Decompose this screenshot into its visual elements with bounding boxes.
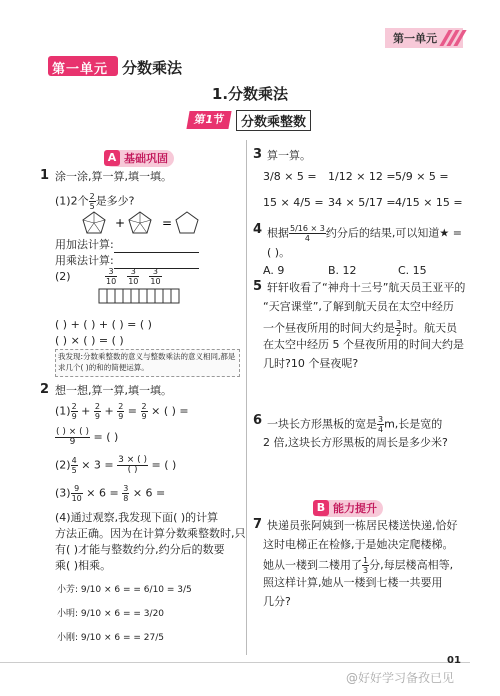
fraction: $\frac{2}{5}$ [89,192,95,211]
q2-r4a: (4)通过观察,我发现下面( )的计算 [55,511,219,524]
q2-r4d: 乘( )相乘。 [55,559,112,572]
q1-fill2: ( ) × ( ) = ( ) [55,334,124,347]
watermark: @好好学习备孜已见 [346,671,455,685]
q1-fill1: ( ) + ( ) + ( ) = ( ) [55,318,152,331]
q2-r2: (2) $\frac{4}{5}$ × 3 = $\frac{3 \times ( )}{( )}$ = ( ) [55,455,177,475]
q4-blank: ( )。 [267,246,291,259]
q3-text: 算一算。 [267,149,311,162]
q7-line: 照这样计算,她从一楼到七楼一共要用 [263,576,443,589]
q2-r3: (3) $\frac{9}{10}$ × 6 = $\frac{3}{8}$ × 6 = [55,484,166,503]
q3-cell: 5/9 × 5 = [395,170,449,183]
q2-text: 想一想,算一算,填一填。 [55,384,172,397]
header-unit: 第一单元 [393,32,437,45]
section-name: 分数乘整数 [236,110,311,131]
q6-line: 2 倍,这块长方形黑板的周长是多少米? [263,436,448,449]
q1-s2: (2) [55,270,71,283]
part-a-letter: A [104,150,120,166]
section-badge: 第1节 [186,111,231,129]
q3-cell: 1/12 × 12 = [328,170,396,183]
footer-line [0,662,470,663]
q4-text: 根据 $\frac{5/16 \times 3}{4}$ 约分后的结果,可以知道★ = [267,224,462,243]
tenths-bar [98,288,180,304]
q6-line: 一块长方形黑板的宽是 $\frac{3}{4}$ m,长是宽的 [267,415,443,434]
q2-person-2: 小明: 9/10 × 6 = = 3/20 [57,609,165,619]
q5-line: 一个昼夜所用的时间大约是 $\frac{3}{2}$ 时。航天员 [263,319,458,338]
q5-line: 在太空中经历 5 个昼夜所用的时间大约是 [263,338,464,351]
q1-add-line: 用加法计算: [55,238,199,253]
q2-r1b: $\frac{( ) \times ( )}{9}$ = ( ) [56,427,119,447]
column-divider [246,140,247,655]
q2-r4b: 方法正确。因为在计算分数乘整数时,只 [55,527,246,540]
q4-option-c: C. 15 [398,264,427,277]
q2-r1: (1) $\frac{2}{9}$ + $\frac{2}{9}$ + $\frac{2}{9}$ = $\frac{2}{9}$ × ( ) = [55,402,189,421]
q3-cell: 34 × 5/17 = [328,196,396,209]
q1-number: 1 [40,168,50,183]
q7-line: 这时电梯正在检修,于是她决定爬楼梯。 [263,538,454,551]
part-a-label: 基础巩固 [124,152,168,165]
q4-option-a: A. 9 [263,264,285,277]
q1-tip: 我发现:分数乘整数的意义与整数乘法的意义相同,都是求几个( )的和的简便运算。 [58,352,236,372]
svg-text:=: = [162,216,173,230]
pentagon-figures [82,210,212,236]
q2-person-1: 小芳: 9/10 × 6 = = 6/10 = 3/5 [57,585,192,595]
q7-line: 她从一楼到二楼用了 $\frac{1}{3}$ 分,每层楼高相等, [263,556,454,575]
part-b-letter: B [313,500,329,516]
q7-number: 7 [253,517,263,532]
q5-line: 几时?10 个昼夜呢? [263,357,359,370]
q5-number: 5 [253,279,263,294]
unit-name: 分数乘法 [122,59,183,77]
part-b-label: 能力提升 [333,502,377,515]
q3-cell: 4/15 × 15 = [395,196,463,209]
q2-person-3: 小刚: 9/10 × 6 = = 27/5 [57,633,165,643]
q5-line: “天宫课堂”,了解到航天员在太空中经历 [263,300,454,313]
q4-option-b: B. 12 [328,264,357,277]
q3-number: 3 [253,147,263,162]
q3-cell: 15 × 4/5 = [263,196,324,209]
q7-line: 几分? [263,595,291,608]
q6-number: 6 [253,413,263,428]
svg-text:+: + [115,216,126,230]
q4-number: 4 [253,222,263,237]
q3-cell: 3/8 × 5 = [263,170,317,183]
q5-line: 轩轩收看了“神舟十三号”航天员王亚平的 [267,281,466,294]
q1-text: 涂一涂,算一算,填一填。 [55,170,172,183]
q1-s1: (1)2个 $\frac{2}{5}$ 是多少? [55,192,135,211]
q7-line: 快递员张阿姨到一栋居民楼送快递,恰好 [267,519,458,532]
q2-number: 2 [40,382,50,397]
unit-badge-label: 第一单元 [52,62,109,77]
q1-mul-line: 用乘法计算: [55,254,199,269]
q2-r4c: 有( )才能与整数约分,约分后的数要 [55,543,225,556]
page-number: 01 [447,655,461,666]
lesson-title: 1.分数乘法 [211,85,289,103]
q1-fraction-labels: $\frac{3}{10}$ $\frac{3}{10}$ $\frac{3}{10}$ [106,267,161,286]
